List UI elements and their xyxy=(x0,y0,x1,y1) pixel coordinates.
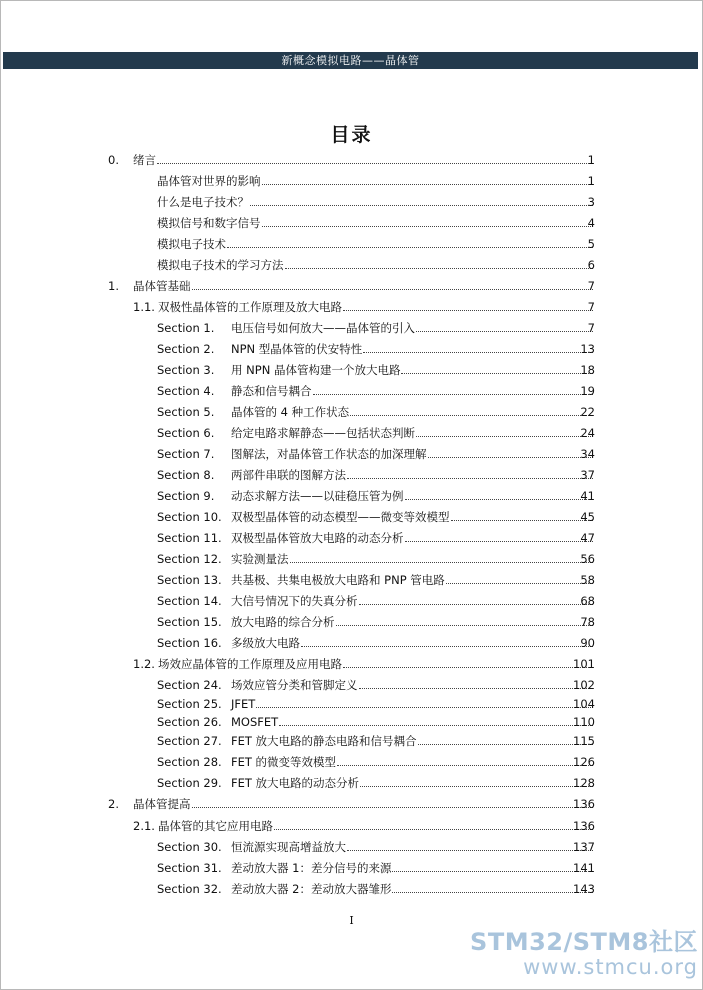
toc-entry-title-group xyxy=(231,734,594,748)
toc-entry-title-group xyxy=(231,342,594,356)
toc-entry-title: 晶体管的其它应用电路 xyxy=(158,819,273,833)
dot-leader xyxy=(347,850,593,851)
toc-entry-title: 差动放大器 2：差动放大器雏形 xyxy=(231,882,392,896)
toc-entry-title-group xyxy=(157,195,594,209)
toc-entry[interactable] xyxy=(0,447,703,461)
toc-entry-number: Section 6. xyxy=(157,426,215,440)
toc-entry-title-group xyxy=(133,153,594,167)
toc-entry-title-group xyxy=(157,216,594,230)
toc-entry-page: 13 xyxy=(580,342,595,356)
toc-entry-page: 136 xyxy=(573,797,595,811)
toc-entry-title-group xyxy=(231,384,594,398)
toc-entry-page: 5 xyxy=(587,237,595,251)
toc-entry-title: 模拟电子技术 xyxy=(157,237,226,251)
toc-entry[interactable] xyxy=(0,300,703,314)
watermark xyxy=(440,928,698,978)
toc-entry-page: 78 xyxy=(580,615,595,629)
dot-leader xyxy=(285,268,594,269)
dot-leader xyxy=(301,646,593,647)
toc-entry-title-group xyxy=(231,426,594,440)
toc-entry-title-group xyxy=(133,797,594,811)
page-number: I xyxy=(349,914,354,927)
toc-entry[interactable] xyxy=(0,594,703,608)
dot-leader xyxy=(405,541,594,542)
toc-entry[interactable] xyxy=(0,636,703,650)
toc-entry-page: 6 xyxy=(587,258,595,272)
dot-leader xyxy=(227,247,593,248)
toc-entry-page: 7 xyxy=(587,279,595,293)
dot-leader xyxy=(405,499,594,500)
toc-entry[interactable] xyxy=(0,657,703,671)
toc-entry-title-group xyxy=(231,882,594,896)
toc-entry[interactable] xyxy=(0,489,703,503)
toc-entry-title-group xyxy=(231,615,594,629)
dot-leader xyxy=(313,394,594,395)
toc-entry-page: 141 xyxy=(573,861,595,875)
toc-entry-number: 1.2. xyxy=(133,657,155,671)
dot-leader xyxy=(392,892,593,893)
toc-entry-number: 0. xyxy=(108,153,119,167)
toc-entry[interactable] xyxy=(0,363,703,377)
dot-leader xyxy=(343,310,593,311)
toc-entry-page: 143 xyxy=(573,882,595,896)
toc-entry-title-group xyxy=(158,300,594,314)
toc-entry[interactable] xyxy=(0,678,703,692)
toc-entry-title-group xyxy=(231,636,594,650)
toc-entry-page: 128 xyxy=(573,776,595,790)
toc-entry-page: 110 xyxy=(573,715,595,729)
toc-entry[interactable] xyxy=(0,776,703,790)
dot-leader xyxy=(347,478,593,479)
dot-leader xyxy=(359,688,594,689)
toc-entry-title: 双极型晶体管放大电路的动态分析 xyxy=(231,531,404,545)
toc-entry-title-group xyxy=(231,531,594,545)
toc-entry[interactable] xyxy=(0,321,703,335)
toc-entry[interactable] xyxy=(0,734,703,748)
toc-entry-page: 126 xyxy=(573,755,595,769)
toc-entry-title: 大信号情况下的失真分析 xyxy=(231,594,358,608)
dot-leader xyxy=(418,744,593,745)
toc-entry-page: 24 xyxy=(580,426,595,440)
dot-leader xyxy=(360,786,593,787)
toc-entry-page: 68 xyxy=(580,594,595,608)
toc-entry-title: 放大电路的综合分析 xyxy=(231,615,335,629)
toc-entry-number: Section 30. xyxy=(157,840,222,854)
toc-entry-title: 动态求解方法——以硅稳压管为例 xyxy=(231,489,404,503)
toc-entry[interactable] xyxy=(0,153,703,167)
toc-entry-title-group xyxy=(231,405,594,419)
toc-entry-title: 差动放大器 1：差分信号的来源 xyxy=(231,861,392,875)
toc-entry-number: Section 9. xyxy=(157,489,215,503)
toc-entry-number: Section 13. xyxy=(157,573,222,587)
running-header: 新概念模拟电路——晶体管 xyxy=(3,52,698,69)
toc-entry-page: 137 xyxy=(573,840,595,854)
toc-entry-title: 绪言 xyxy=(133,153,156,167)
toc-entry[interactable] xyxy=(0,237,703,251)
toc-entry[interactable] xyxy=(0,342,703,356)
toc-entry-title: 模拟电子技术的学习方法 xyxy=(157,258,284,272)
toc-entry-number: 2. xyxy=(108,797,119,811)
toc-entry-title-group xyxy=(231,678,594,692)
toc-entry-title: NPN 型晶体管的伏安特性 xyxy=(231,342,363,356)
dot-leader xyxy=(416,436,593,437)
toc-entry[interactable] xyxy=(0,615,703,629)
toc-entry[interactable] xyxy=(0,216,703,230)
toc-entry-page: 4 xyxy=(587,216,595,230)
dot-leader xyxy=(451,520,594,521)
toc-entry-number: Section 29. xyxy=(157,776,222,790)
toc-entry-title: 两部件串联的图解方法 xyxy=(231,468,346,482)
toc-entry-title-group xyxy=(231,861,594,875)
toc-entry-title-group xyxy=(231,594,594,608)
dot-leader xyxy=(256,707,593,708)
toc-entry-title: 给定电路求解静态——包括状态判断 xyxy=(231,426,415,440)
toc-entry-page: 56 xyxy=(580,552,595,566)
toc-entry-number: Section 3. xyxy=(157,363,215,377)
dot-leader xyxy=(416,331,593,332)
toc-entry-page: 115 xyxy=(573,734,595,748)
toc-entry-title-group xyxy=(231,573,594,587)
toc-entry-title-group xyxy=(231,468,594,482)
toc-entry-page: 19 xyxy=(580,384,595,398)
toc-entry[interactable] xyxy=(0,195,703,209)
toc-title: 目录 xyxy=(330,124,373,146)
dot-leader xyxy=(192,807,594,808)
toc-entry-number: Section 32. xyxy=(157,882,222,896)
toc-entry-title: 模拟信号和数字信号 xyxy=(157,216,261,230)
toc-entry-title: 晶体管的 4 种工作状态 xyxy=(231,405,350,419)
watermark-url: www.stmcu.org xyxy=(523,955,698,979)
toc-entry[interactable] xyxy=(0,258,703,272)
toc-entry-number: Section 1. xyxy=(157,321,215,335)
toc-entry[interactable] xyxy=(0,573,703,587)
dot-leader xyxy=(274,829,593,830)
dot-leader xyxy=(337,765,593,766)
toc-entry[interactable] xyxy=(0,174,703,188)
toc-entry-page: 45 xyxy=(580,510,595,524)
toc-entry-title-group xyxy=(231,510,594,524)
toc-entry-page: 47 xyxy=(580,531,595,545)
toc-entry-title: 双极性晶体管的工作原理及放大电路 xyxy=(158,300,342,314)
toc-entry-page: 3 xyxy=(587,195,595,209)
toc-entry-number: Section 2. xyxy=(157,342,215,356)
toc-entry[interactable] xyxy=(0,819,703,833)
dot-leader xyxy=(446,583,593,584)
toc-entry-number: Section 10. xyxy=(157,510,222,524)
dot-leader xyxy=(428,457,594,458)
toc-entry-title: 晶体管基础 xyxy=(133,279,191,293)
toc-entry-title: 恒流源实现高增益放大 xyxy=(231,840,346,854)
toc-entry-title-group xyxy=(231,552,594,566)
dot-leader xyxy=(350,415,593,416)
dot-leader xyxy=(392,871,593,872)
toc-entry-title-group xyxy=(231,363,594,377)
toc-entry-title: 晶体管对世界的影响 xyxy=(157,174,261,188)
toc-entry-page: 41 xyxy=(580,489,595,503)
toc-entry-number: Section 11. xyxy=(157,531,222,545)
toc-entry[interactable] xyxy=(0,715,703,729)
toc-entry-title: 场效应管分类和管脚定义 xyxy=(231,678,358,692)
toc-entry-page: 18 xyxy=(580,363,595,377)
dot-leader xyxy=(290,562,594,563)
toc-entry-number: Section 8. xyxy=(157,468,215,482)
toc-entry-title: MOSFET xyxy=(231,715,279,729)
toc-entry-number: Section 7. xyxy=(157,447,215,461)
toc-entry-title: 双极型晶体管的动态模型——微变等效模型 xyxy=(231,510,450,524)
toc-entry-title-group xyxy=(231,489,594,503)
watermark-brand: STM32/STM8社区 xyxy=(470,928,698,956)
toc-entry-page: 22 xyxy=(580,405,595,419)
dot-leader xyxy=(359,604,594,605)
dot-leader xyxy=(279,725,593,726)
dot-leader xyxy=(336,625,594,626)
toc-entry-title: 场效应晶体管的工作原理及应用电路 xyxy=(158,657,342,671)
toc-entry-page: 102 xyxy=(573,678,595,692)
toc-entry-title: 多级放大电路 xyxy=(231,636,300,650)
toc-entry-title-group xyxy=(157,258,594,272)
dot-leader xyxy=(262,226,594,227)
toc-entry-page: 101 xyxy=(573,657,595,671)
toc-entry-page: 37 xyxy=(580,468,595,482)
dot-leader xyxy=(250,205,593,206)
toc-entry[interactable] xyxy=(0,510,703,524)
toc-entry-page: 7 xyxy=(587,321,595,335)
toc-entry[interactable] xyxy=(0,797,703,811)
toc-entry-title-group xyxy=(231,715,594,729)
toc-entry-title: 什么是电子技术？ xyxy=(157,195,249,209)
toc-entry-number: Section 12. xyxy=(157,552,222,566)
toc-entry[interactable] xyxy=(0,405,703,419)
toc-entry-title: 晶体管提高 xyxy=(133,797,191,811)
toc-entry[interactable] xyxy=(0,426,703,440)
toc-entry[interactable] xyxy=(0,861,703,875)
toc-entry-number: Section 26. xyxy=(157,715,222,729)
dot-leader xyxy=(343,667,593,668)
toc-entry[interactable] xyxy=(0,279,703,293)
toc-entry-title: FET 放大电路的静态电路和信号耦合 xyxy=(231,734,417,748)
toc-entry-title: 用 NPN 晶体管构建一个放大电路 xyxy=(231,363,401,377)
toc-entry-number: Section 14. xyxy=(157,594,222,608)
toc-entry-number: Section 24. xyxy=(157,678,222,692)
dot-leader xyxy=(262,184,594,185)
toc-entry-title: JFET xyxy=(231,697,256,711)
toc-entry-title-group xyxy=(231,321,594,335)
toc-entry-page: 136 xyxy=(573,819,595,833)
toc-entry[interactable] xyxy=(0,882,703,896)
toc-entry-page: 1 xyxy=(587,174,595,188)
toc-entry-title-group xyxy=(231,755,594,769)
toc-entry-number: 2.1. xyxy=(133,819,155,833)
toc-entry-title-group xyxy=(157,237,594,251)
toc-entry-number: Section 5. xyxy=(157,405,215,419)
toc-entry-title-group xyxy=(231,776,594,790)
toc-entry-title-group xyxy=(133,279,594,293)
toc-entry-page: 7 xyxy=(587,300,595,314)
toc-entry-number: Section 15. xyxy=(157,615,222,629)
toc-entry-number: Section 31. xyxy=(157,861,222,875)
toc-entry-title: 静态和信号耦合 xyxy=(231,384,312,398)
toc-entry-number: 1.1. xyxy=(133,300,155,314)
dot-leader xyxy=(157,163,593,164)
toc-entry[interactable] xyxy=(0,840,703,854)
toc-entry-page: 1 xyxy=(587,153,595,167)
toc-entry-title: 图解法，对晶体管工作状态的加深理解 xyxy=(231,447,427,461)
toc-entry-title-group xyxy=(158,819,594,833)
toc-entry-number: Section 25. xyxy=(157,697,222,711)
toc-entry-number: Section 28. xyxy=(157,755,222,769)
toc-entry-title-group xyxy=(231,447,594,461)
toc-entry-page: 58 xyxy=(580,573,595,587)
toc-entry-page: 104 xyxy=(573,697,595,711)
toc-entry-page: 34 xyxy=(580,447,595,461)
toc-entry-number: Section 4. xyxy=(157,384,215,398)
dot-leader xyxy=(401,373,593,374)
toc-entry-number: Section 16. xyxy=(157,636,222,650)
toc-entry-title-group xyxy=(158,657,594,671)
dot-leader xyxy=(192,289,594,290)
toc-entry-page: 90 xyxy=(580,636,595,650)
toc-entry-title: 电压信号如何放大——晶体管的引入 xyxy=(231,321,415,335)
toc-entry-title: FET 的微变等效模型 xyxy=(231,755,337,769)
toc-entry[interactable] xyxy=(0,755,703,769)
toc-entry-title: 实验测量法 xyxy=(231,552,289,566)
dot-leader xyxy=(363,352,593,353)
toc-entry[interactable] xyxy=(0,384,703,398)
toc-entry-title: 共基极、共集电极放大电路和 PNP 管电路 xyxy=(231,573,445,587)
toc-entry[interactable] xyxy=(0,697,703,711)
toc-entry-title: FET 放大电路的动态分析 xyxy=(231,776,360,790)
toc-entry-number: 1. xyxy=(108,279,119,293)
toc-entry-title-group xyxy=(231,697,594,711)
toc-entry-title-group xyxy=(231,840,594,854)
toc-entry[interactable] xyxy=(0,552,703,566)
toc-entry-title-group xyxy=(157,174,594,188)
toc-entry[interactable] xyxy=(0,468,703,482)
toc-entry[interactable] xyxy=(0,531,703,545)
toc-entry-number: Section 27. xyxy=(157,734,222,748)
